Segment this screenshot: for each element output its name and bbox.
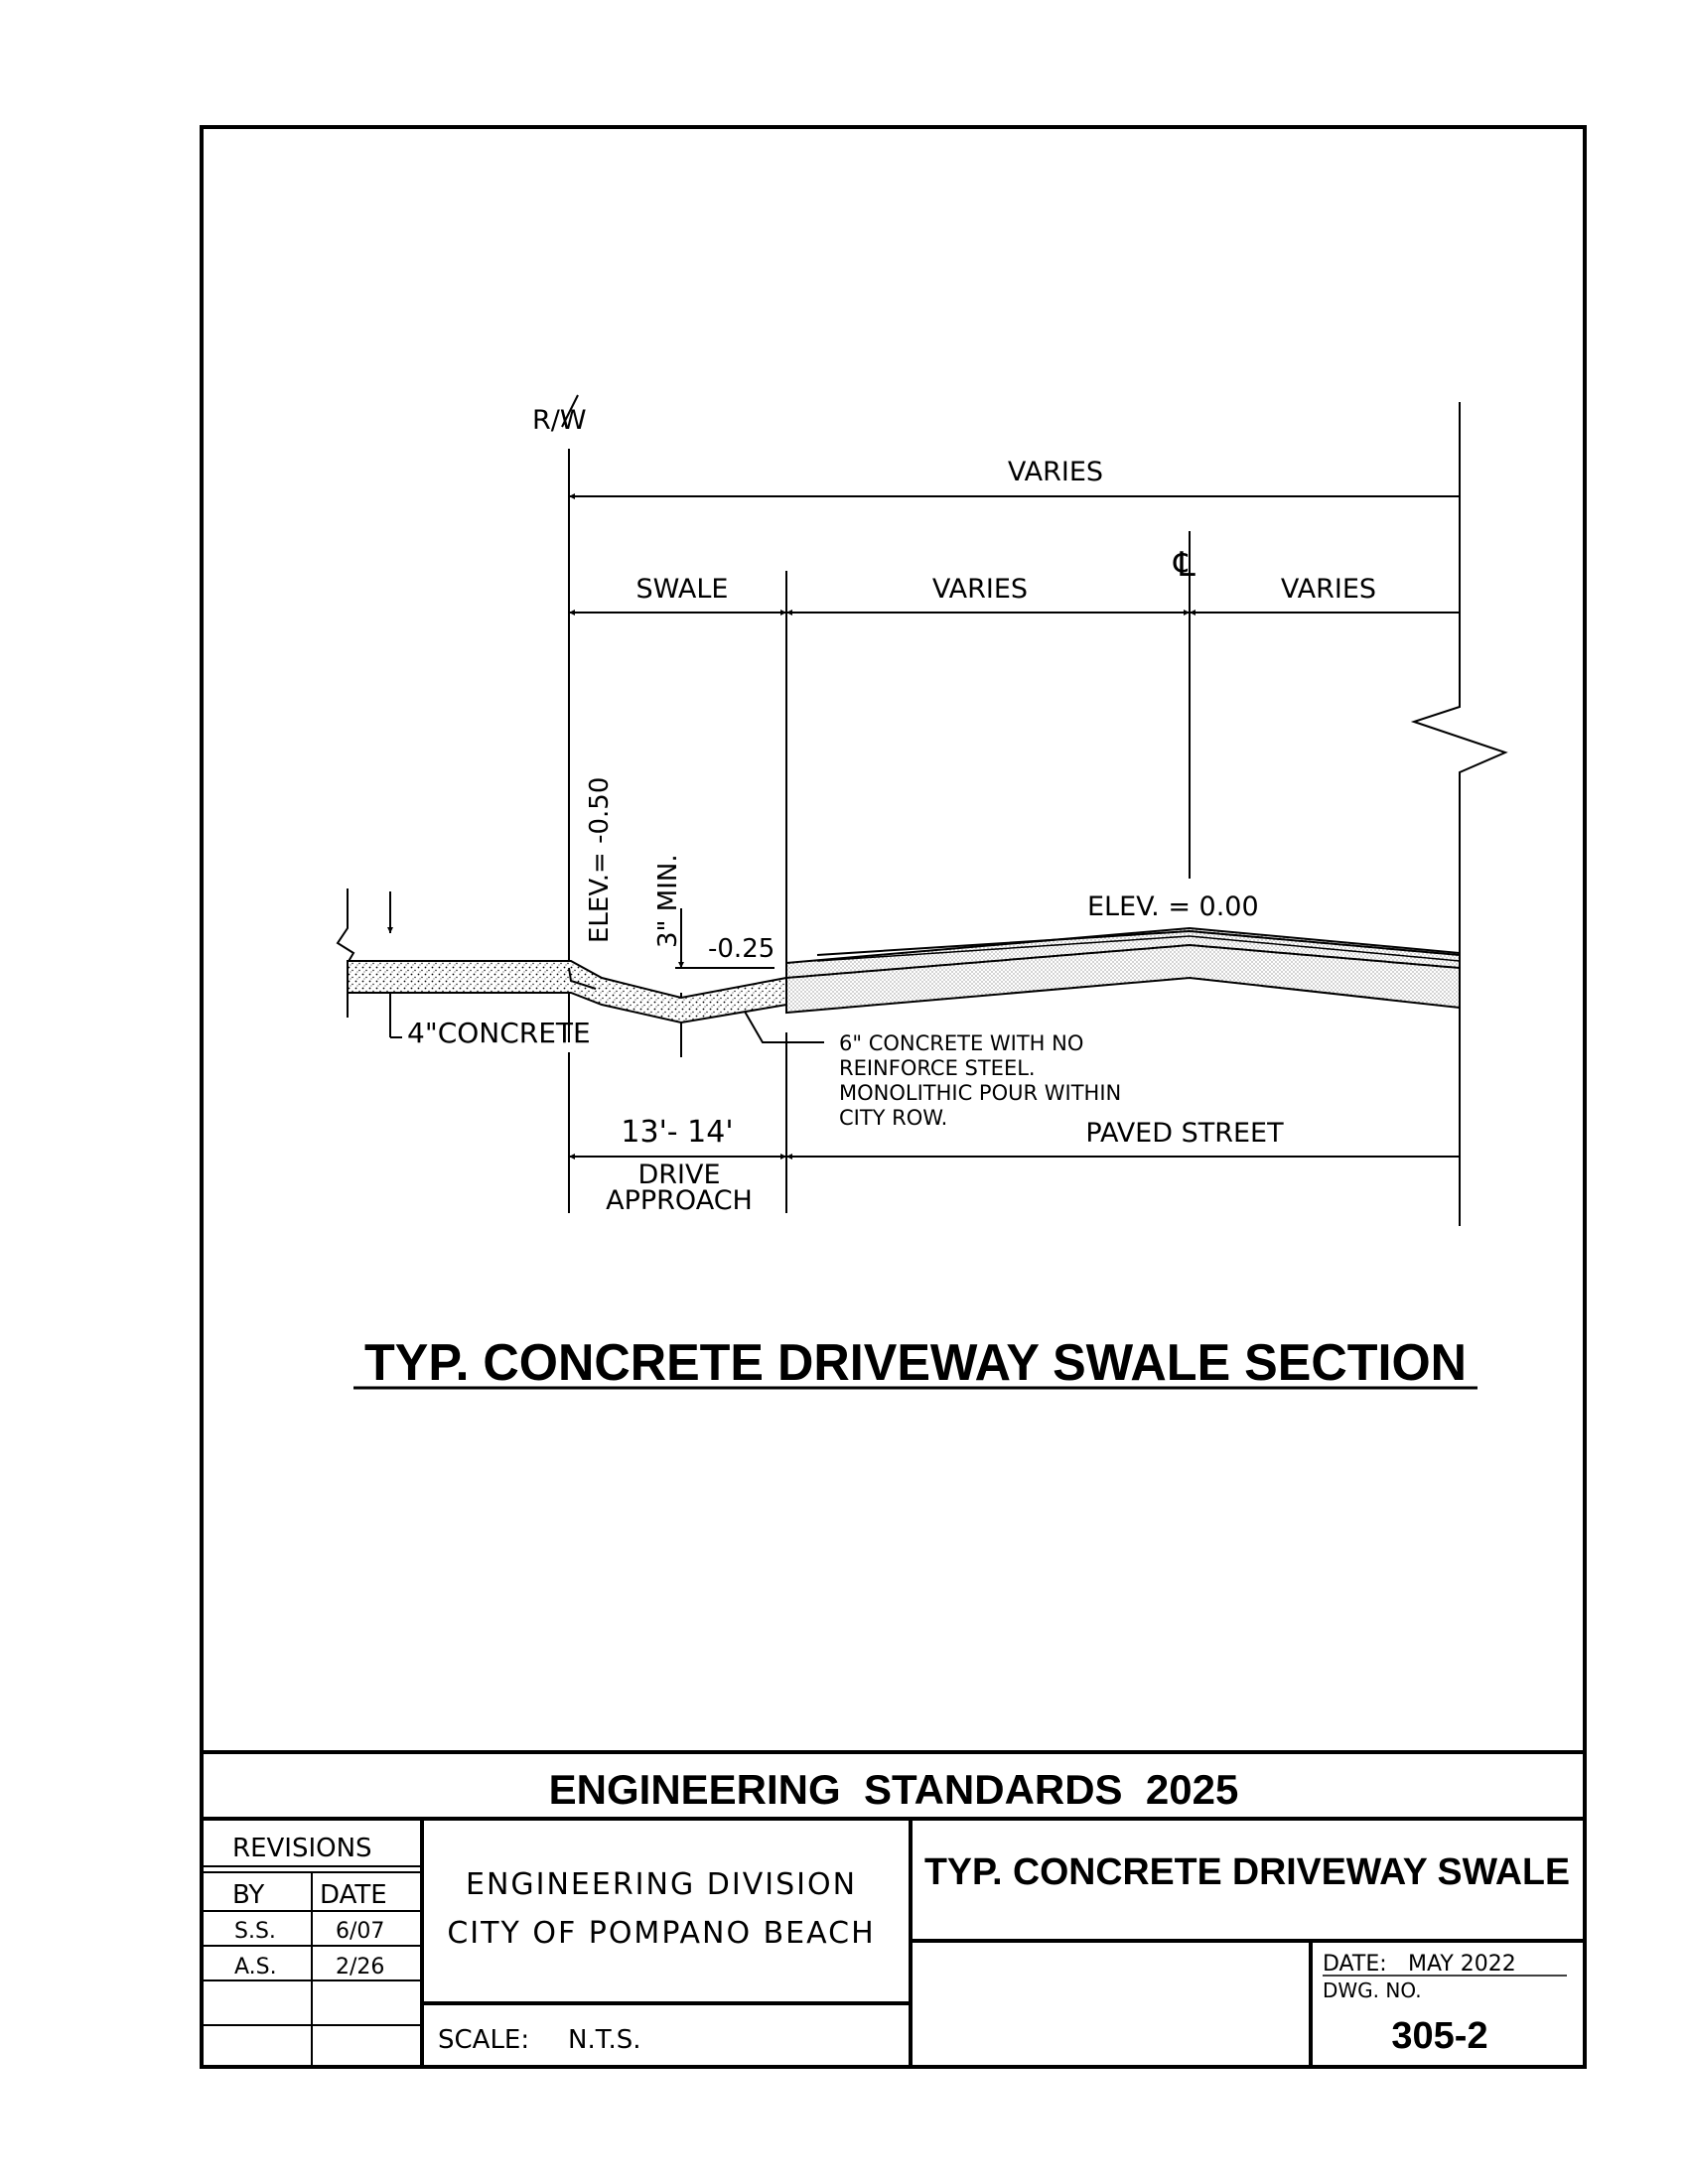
note-line-3: MONOLITHIC POUR WITHIN (839, 1081, 1122, 1105)
note-line-4: CITY ROW. (839, 1106, 948, 1130)
width-13-14-label: 13'- 14' (621, 1115, 734, 1150)
concrete-slab (348, 961, 786, 1023)
neg-025-label: -0.25 (708, 934, 775, 964)
varies-right-label: VARIES (1280, 574, 1377, 605)
revision-date: 2/26 (336, 1955, 385, 1979)
dwg-no-label: DWG. NO. (1323, 1979, 1422, 2002)
varies-mid-label: VARIES (931, 574, 1029, 605)
centerline-symbol: ℄ (1174, 545, 1196, 585)
col-by-header: BY (232, 1880, 265, 1910)
note-line-2: REINFORCE STEEL. (839, 1056, 1036, 1080)
date-label: DATE: (1323, 1952, 1387, 1977)
note-line-1: 6" CONCRETE WITH NO (839, 1031, 1084, 1055)
elev-000-label: ELEV. = 0.00 (1087, 891, 1259, 922)
elev-neg-050-label: ELEV.= -0.50 (585, 776, 615, 943)
varies-top-label: VARIES (1007, 457, 1104, 487)
revisions-label: REVISIONS (232, 1834, 372, 1863)
standards-header: ENGINEERING STANDARDS 2025 (548, 1766, 1239, 1813)
date-value: MAY 2022 (1408, 1952, 1516, 1977)
paved-street-label: PAVED STREET (1085, 1118, 1284, 1149)
col-date-header: DATE (320, 1880, 387, 1910)
swale-label: SWALE (635, 574, 729, 605)
revision-date: 6/07 (336, 1919, 385, 1944)
scale-value: N.T.S. (568, 2025, 641, 2055)
city-name: CITY OF POMPANO BEACH (447, 1916, 876, 1951)
dwg-no-value: 305-2 (1391, 2015, 1488, 2057)
approach-label: APPROACH (606, 1185, 753, 1216)
revision-by: A.S. (234, 1955, 277, 1979)
min-3in-label: 3" MIN. (653, 854, 683, 948)
revision-by: S.S. (234, 1919, 276, 1944)
drive-label: DRIVE (637, 1160, 721, 1190)
sheet-title: TYP. CONCRETE DRIVEWAY SWALE (924, 1851, 1570, 1893)
concrete-4in-label: 4"CONCRETE (407, 1017, 591, 1049)
division-name: ENGINEERING DIVISION (465, 1867, 858, 1902)
scale-label: SCALE: (438, 2025, 530, 2055)
drawing-title: TYP. CONCRETE DRIVEWAY SWALE SECTION (364, 1334, 1467, 1392)
paved-street-section (786, 928, 1460, 1013)
rw-label: R/W (532, 405, 587, 436)
